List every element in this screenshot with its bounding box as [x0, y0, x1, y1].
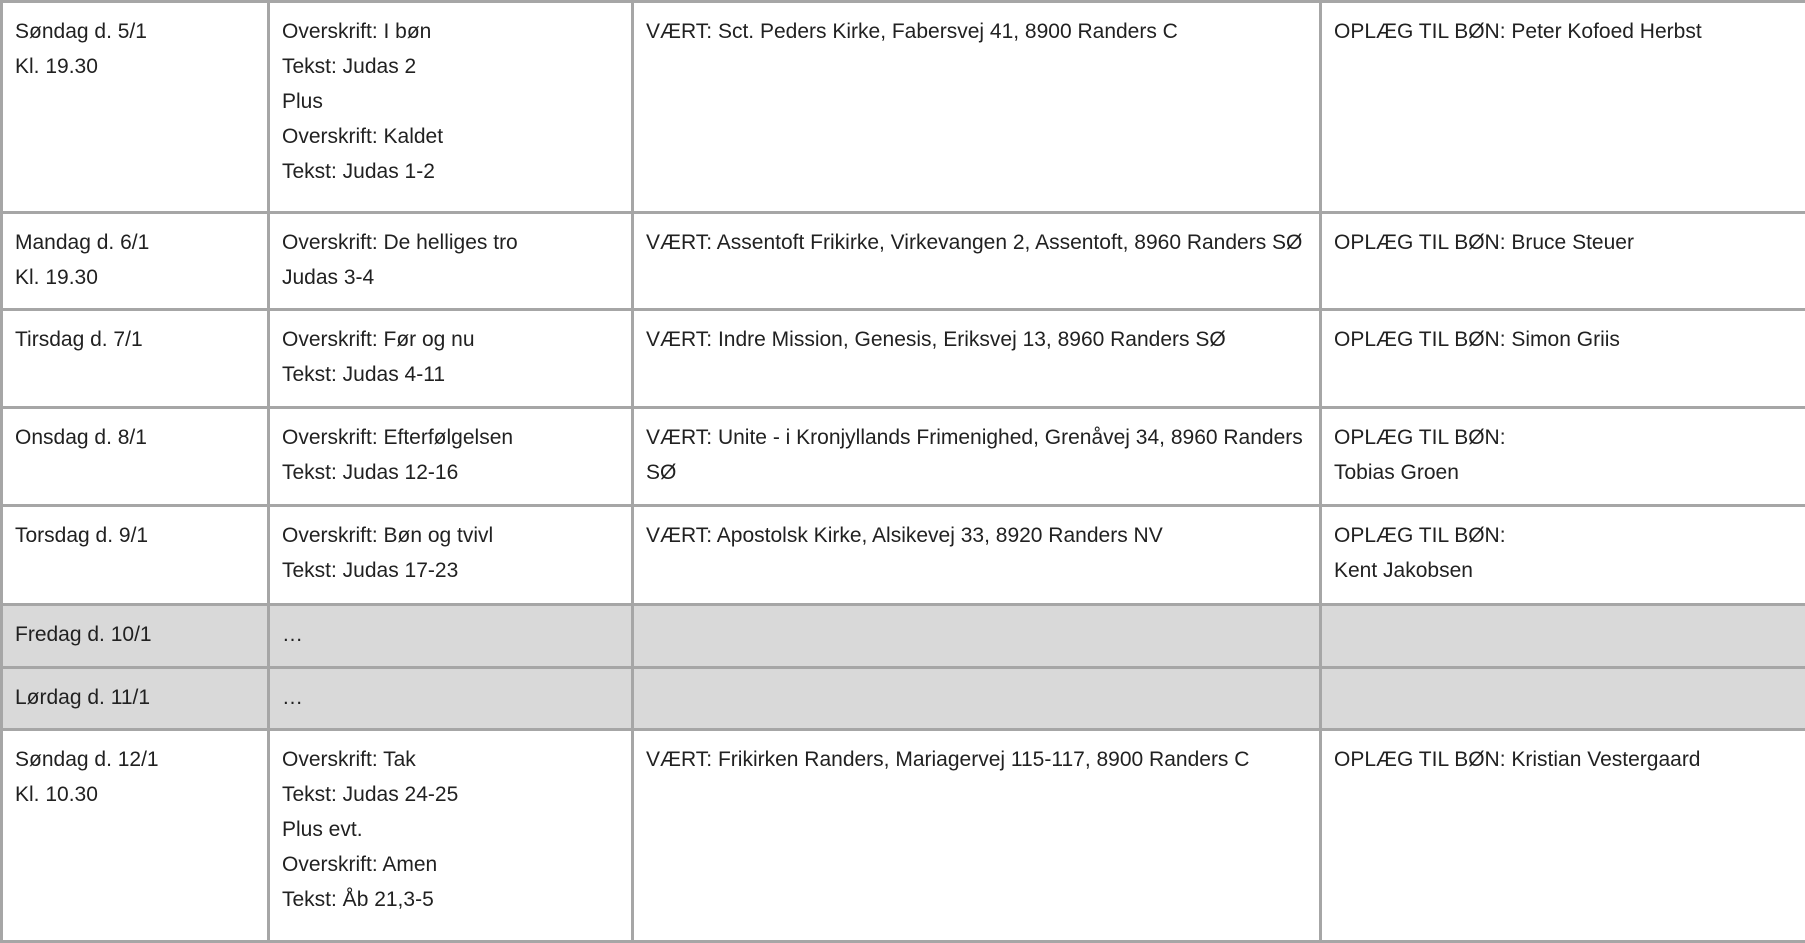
topic-line: Plus — [282, 84, 619, 119]
prayer-text: OPLÆG TIL BØN: Peter Kofoed Herbst — [1334, 14, 1793, 49]
topic-cell — [269, 213, 633, 310]
host-text: VÆRT: Apostolsk Kirke, Alsikevej 33, 8920 Randers NV — [646, 524, 1163, 547]
prayer-text: OPLÆG TIL BØN: Kristian Vestergaard — [1334, 742, 1793, 777]
host-text: VÆRT: Unite - i Kronjyllands Frimenighed, Grenåvej 34, 8960 Randers SØ — [646, 426, 1303, 484]
prayer-text: OPLÆG TIL BØN: — [1334, 420, 1793, 455]
topic-line: Overskrift: De helliges tro — [282, 225, 619, 260]
day-text: Tirsdag d. 7/1 — [15, 322, 255, 357]
topic-line: Tekst: Judas 4-11 — [282, 357, 619, 392]
day-cell — [2, 605, 269, 668]
topic-line: Overskrift: Efterfølgelsen — [282, 420, 619, 455]
host-text: VÆRT: Sct. Peders Kirke, Fabersvej 41, 8900 Randers C — [646, 20, 1178, 43]
host-cell — [633, 668, 1321, 730]
topic-line: Tekst: Judas 12-16 — [282, 455, 619, 490]
topic-line: Tekst: Åb 21,3-5 — [282, 882, 619, 917]
day-text: Fredag d. 10/1 — [15, 617, 255, 652]
table-row — [2, 668, 1805, 730]
table-row — [2, 310, 1805, 408]
prayer-text: OPLÆG TIL BØN: Simon Griis — [1334, 322, 1793, 357]
table-row — [2, 605, 1805, 668]
topic-cell — [269, 730, 633, 942]
day-text: Mandag d. 6/1 — [15, 225, 255, 260]
day-cell — [2, 2, 269, 213]
topic-cell — [269, 310, 633, 408]
prayer-cell — [1321, 310, 1805, 408]
topic-line: Tekst: Judas 1-2 — [282, 154, 619, 189]
prayer-name: Tobias Groen — [1334, 455, 1793, 490]
time-text: Kl. 10.30 — [15, 777, 255, 812]
topic-cell — [269, 2, 633, 213]
topic-line: … — [282, 680, 619, 715]
topic-line: Plus evt. — [282, 812, 619, 847]
topic-line: Overskrift: Før og nu — [282, 322, 619, 357]
prayer-text: OPLÆG TIL BØN: — [1334, 518, 1793, 553]
host-text: VÆRT: Frikirken Randers, Mariagervej 115-117, 8900 Randers C — [646, 748, 1249, 771]
day-cell — [2, 730, 269, 942]
day-text: Søndag d. 5/1 — [15, 14, 255, 49]
day-text: Torsdag d. 9/1 — [15, 518, 255, 553]
host-cell — [633, 2, 1321, 213]
topic-line: Judas 3-4 — [282, 260, 619, 295]
prayer-cell — [1321, 506, 1805, 605]
host-cell — [633, 408, 1321, 506]
topic-line: Overskrift: Kaldet — [282, 119, 619, 154]
day-text: Søndag d. 12/1 — [15, 742, 255, 777]
topic-line: Tekst: Judas 17-23 — [282, 553, 619, 588]
day-cell — [2, 506, 269, 605]
prayer-cell — [1321, 2, 1805, 213]
prayer-cell — [1321, 605, 1805, 668]
prayer-cell — [1321, 213, 1805, 310]
topic-line: Tekst: Judas 24-25 — [282, 777, 619, 812]
host-cell — [633, 310, 1321, 408]
topic-cell — [269, 605, 633, 668]
time-text: Kl. 19.30 — [15, 260, 255, 295]
day-text: Onsdag d. 8/1 — [15, 420, 255, 455]
table-row — [2, 730, 1805, 942]
topic-line: Overskrift: Bøn og tvivl — [282, 518, 619, 553]
host-cell — [633, 213, 1321, 310]
prayer-cell — [1321, 408, 1805, 506]
prayer-cell — [1321, 668, 1805, 730]
table-row — [2, 506, 1805, 605]
topic-line: Overskrift: Tak — [282, 742, 619, 777]
topic-line: Overskrift: I bøn — [282, 14, 619, 49]
host-text: VÆRT: Indre Mission, Genesis, Eriksvej 13, 8960 Randers SØ — [646, 328, 1226, 351]
host-text: VÆRT: Assentoft Frikirke, Virkevangen 2, Assentoft, 8960 Randers SØ — [646, 231, 1302, 254]
topic-cell — [269, 668, 633, 730]
topic-cell — [269, 506, 633, 605]
host-cell — [633, 730, 1321, 942]
topic-line: Tekst: Judas 2 — [282, 49, 619, 84]
topic-line: Overskrift: Amen — [282, 847, 619, 882]
table-row — [2, 213, 1805, 310]
topic-cell — [269, 408, 633, 506]
day-cell — [2, 310, 269, 408]
day-text: Lørdag d. 11/1 — [15, 680, 255, 715]
host-cell — [633, 506, 1321, 605]
table-row — [2, 408, 1805, 506]
topic-line: … — [282, 617, 619, 652]
prayer-name: Kent Jakobsen — [1334, 553, 1793, 588]
day-cell — [2, 408, 269, 506]
prayer-text: OPLÆG TIL BØN: Bruce Steuer — [1334, 225, 1793, 260]
host-cell — [633, 605, 1321, 668]
table-row — [2, 2, 1805, 213]
time-text: Kl. 19.30 — [15, 49, 255, 84]
day-cell — [2, 213, 269, 310]
day-cell — [2, 668, 269, 730]
prayer-cell — [1321, 730, 1805, 942]
